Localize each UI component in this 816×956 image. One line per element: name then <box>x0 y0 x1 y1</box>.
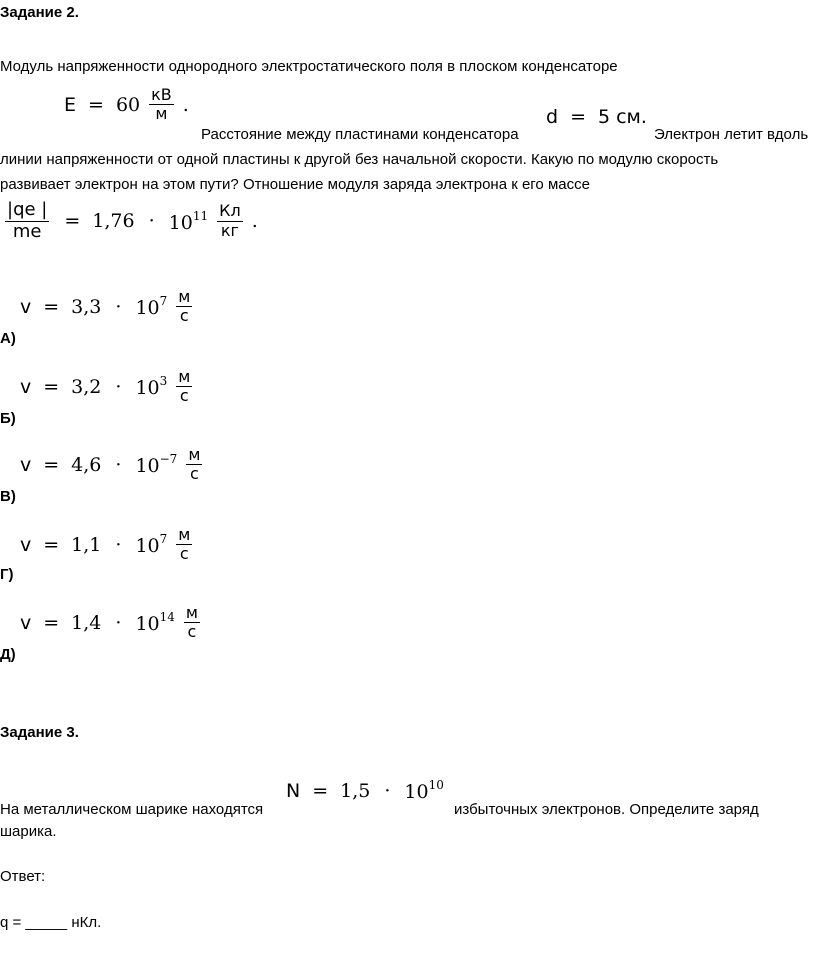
E-variable: E <box>64 93 77 116</box>
task3-heading: Задание 3. <box>0 724 79 741</box>
ratio-base: 10 <box>168 211 193 234</box>
N-base: 10 <box>404 781 429 803</box>
v-unit-numerator: м <box>178 367 191 386</box>
E-unit <box>149 86 174 124</box>
option-d-formula <box>20 526 195 564</box>
v-mantissa: 1,1 <box>71 533 102 556</box>
v-variable: v <box>20 533 32 556</box>
v-power <box>135 294 167 319</box>
ratio-unit-numerator: Кл <box>219 201 241 221</box>
option-b-label: Б) <box>0 410 16 427</box>
E-period: . <box>182 93 189 116</box>
formula-E <box>64 86 189 124</box>
v-exponent: 7 <box>159 532 168 547</box>
v-unit-numerator: м <box>178 287 191 306</box>
d-value: 5 см. <box>597 106 647 128</box>
formula-N <box>286 778 444 803</box>
E-unit-denominator: м <box>155 104 168 124</box>
E-value: 60 <box>115 93 141 116</box>
v-power <box>135 374 167 399</box>
v-unit <box>176 526 192 564</box>
N-variable: N <box>286 779 301 802</box>
v-exponent: 14 <box>159 610 175 625</box>
task2-line4: развивает электрон на этом пути? Отношение модуля заряда электрона к его массе <box>0 176 590 193</box>
v-power <box>135 610 174 635</box>
times-sign: · <box>384 779 391 802</box>
v-variable: v <box>20 295 32 318</box>
N-power <box>404 778 443 803</box>
E-unit-numerator: кВ <box>151 85 172 104</box>
option-d-label: Г) <box>0 566 14 583</box>
v-exponent: −7 <box>159 452 178 467</box>
task3-line2: шарика. <box>0 823 57 840</box>
v-base: 10 <box>135 613 160 636</box>
v-base: 10 <box>135 297 160 320</box>
ratio-period: . <box>251 210 258 233</box>
v-unit-numerator: м <box>185 603 198 622</box>
v-variable: v <box>20 453 32 476</box>
times-sign: · <box>115 453 122 476</box>
task2-line1: Модуль напряженности однородного электростатического поля в плоском конденсаторе <box>0 58 618 75</box>
ratio-unit-denominator: кг <box>220 220 239 240</box>
ratio-power <box>169 209 208 234</box>
v-mantissa: 3,3 <box>71 295 102 318</box>
equals-sign: = <box>43 453 60 476</box>
option-e-formula <box>20 604 203 642</box>
ratio-numerator: |qe | <box>7 199 48 220</box>
option-c-label: В) <box>0 488 16 505</box>
equals-sign: = <box>64 210 81 233</box>
v-unit-numerator: м <box>178 525 191 544</box>
option-e-label: Д) <box>0 646 16 663</box>
v-variable: v <box>20 611 32 634</box>
distance-text: Расстояние между пластинами конденсатора <box>201 126 519 143</box>
times-sign: · <box>115 375 122 398</box>
v-unit <box>176 288 192 326</box>
option-a-formula <box>20 288 195 326</box>
v-exponent: 3 <box>159 374 168 389</box>
v-power <box>135 452 177 477</box>
v-unit-denominator: с <box>179 544 189 564</box>
times-sign: · <box>115 533 122 556</box>
v-unit-numerator: м <box>188 445 201 464</box>
task3-text-after: избыточных электронов. Определите заряд <box>454 801 759 818</box>
N-mantissa: 1,5 <box>340 779 371 802</box>
task2-heading: Задание 2. <box>0 4 79 21</box>
ratio-exponent: 11 <box>192 208 209 223</box>
v-unit-denominator: с <box>187 622 197 642</box>
equals-sign: = <box>43 533 60 556</box>
ratio-fraction <box>5 200 49 242</box>
equals-sign: = <box>43 295 60 318</box>
v-base: 10 <box>135 377 160 400</box>
ratio-denominator: me <box>12 220 42 242</box>
v-mantissa: 4,6 <box>71 453 102 476</box>
answer-line: q = _____ нКл. <box>0 914 102 931</box>
times-sign: · <box>115 611 122 634</box>
v-unit <box>176 368 192 406</box>
v-unit <box>184 604 200 642</box>
equals-sign: = <box>43 375 60 398</box>
v-unit-denominator: с <box>179 306 189 326</box>
equals-sign: = <box>570 106 586 128</box>
v-exponent: 7 <box>159 294 168 309</box>
ratio-value: 1,76 <box>92 210 135 233</box>
option-a-label: А) <box>0 330 16 347</box>
times-sign: · <box>115 295 122 318</box>
formula-ratio <box>2 200 258 242</box>
equals-sign: = <box>312 779 329 802</box>
option-b-formula <box>20 368 195 406</box>
answer-label: Ответ: <box>0 868 46 885</box>
times-sign: · <box>148 210 155 233</box>
equals-sign: = <box>43 611 60 634</box>
v-variable: v <box>20 375 32 398</box>
option-c-formula <box>20 446 205 484</box>
ratio-unit <box>217 202 243 240</box>
task2-line3: линии напряженности от одной пластины к другой без начальной скорости. Какую по модулю скорость <box>0 151 719 168</box>
formula-d <box>546 106 647 128</box>
v-unit-denominator: с <box>189 464 199 484</box>
v-mantissa: 3,2 <box>71 375 102 398</box>
v-unit-denominator: с <box>179 386 189 406</box>
N-exponent: 10 <box>428 778 444 792</box>
equals-sign: = <box>88 93 104 116</box>
d-variable: d <box>546 106 559 128</box>
v-base: 10 <box>135 535 160 558</box>
v-power <box>135 532 167 557</box>
v-mantissa: 1,4 <box>71 611 102 634</box>
v-base: 10 <box>135 455 160 478</box>
text-tail: Электрон летит вдоль <box>654 126 809 143</box>
v-unit <box>186 446 202 484</box>
task3-text-before: На металлическом шарике находятся <box>0 801 264 818</box>
